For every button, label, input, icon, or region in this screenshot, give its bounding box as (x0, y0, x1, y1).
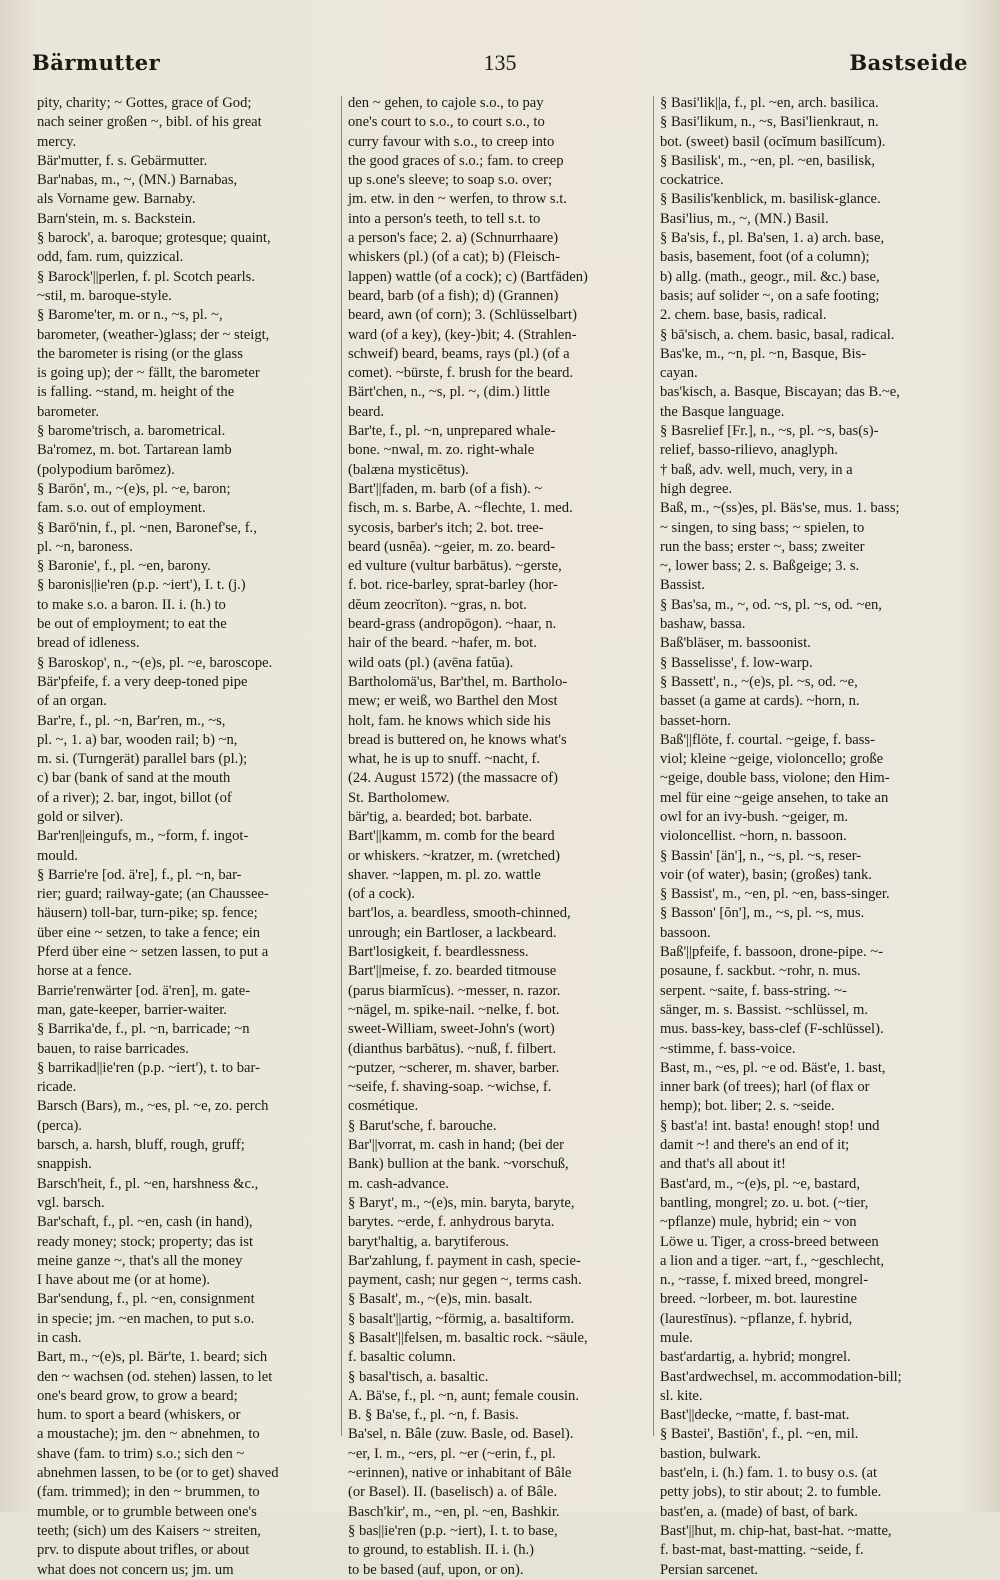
header-left-catchword: Bärmutter (32, 50, 161, 75)
column-text: pity, charity; ~ Gottes, grace of God; nach seiner großen ~, bibl. of his great mercy. Bär'mutter, f. s. Gebärmutter. Bar'nabas, m., ~, (MN.) Barnabas, als Vorname gew. Barnaby. Barn'stein, m. s. Backstein. § barock', a. baroque; grotesque; quaint, odd, fam. rum, quizzical. § Barock'||perlen, f. pl. Scotch pearls. ~stil, m. baroque-style. § Barome'ter, m. or n., ~s, pl. ~, barometer, (weather-)glass; der ~ steigt, the barometer is rising (or the glass is going up); der ~ fällt, the barometer is falling. ~stand, m. height of the barometer. § barome'trisch, a. barometrical. Ba'romez, m. bot. Tartarean lamb (polypodium barŏmez). § Barōn', m., ~(e)s, pl. ~e, baron; fam. s.o. out of employment. § Barō'nin, f., pl. ~nen, Baronef'se, f., pl. ~n, baroness. § Baronie', f., pl. ~en, barony. § baronis||ie'ren (p.p. ~iert'), I. t. (j.) to make s.o. a baron. II. i. (h.) to be out of employment; to eat the bread of idleness. § Baroskop', n., ~(e)s, pl. ~e, baroscope. Bär'pfeife, f. a very deep-toned pipe of an organ. Bar're, f., pl. ~n, Bar'ren, m., ~s, pl. ~, 1. a) bar, wooden rail; b) ~n, m. si. (Turngerät) parallel bars (pl.); c) bar (bank of sand at the mouth of a river); 2. bar, ingot, billot (of gold or silver). Bar'ren||eingufs, m., ~form, f. ingot- mould. § Barrie're [od. ä're], f., pl. ~n, bar- rier; guard; railway-gate; (an Chaussee- häusern) toll-bar, turn-pike; sp. fence; über eine ~ setzen, to take a fence; ein Pferd über eine ~ setzen lassen, to put a horse at a fence. Barrie'renwärter [od. ä'ren], m. gate- man, gate-keeper, barrier-waiter. § Barrika'de, f., pl. ~n, barricade; ~n bauen, to raise barricades. § barrikad||ie'ren (p.p. ~iert'), t. to bar- ricade. Barsch (Bars), m., ~es, pl. ~e, zo. perch (perca). barsch, a. harsh, bluff, rough, gruff; snappish. Barsch'heit, f., pl. ~en, harshness &c., vgl. barsch. Bar'schaft, f., pl. ~en, cash (in hand), ready money; stock; property; das ist meine ganze ~, that's all the money I have about me (or at home). Bar'sendung, f., pl. ~en, consignment in specie; jm. ~en machen, to put s.o. in cash. Bart, m., ~(e)s, pl. Bär'te, 1. beard; sich den ~ wachsen (od. stehen) lassen, to let one's beard grow, to grow a beard; hum. to sport a beard (whiskers, or a moustache); jm. den ~ abnehmen, to shave (fam. to trim) s.o.; sich den ~ abnehmen lassen, to be (or to get) shaved (fam. trimmed); in den ~ brummen, to mumble, or to grumble between one's teeth; (sich) um des Kaisers ~ streiten, prv. to dispute about trifles, or about what does not concern us; jm. um (37, 95, 279, 1578)
header-right-catchword: Bastseide (849, 50, 968, 75)
column-rule (653, 96, 654, 1436)
dictionary-column-left (37, 94, 337, 1578)
dictionary-column-right (660, 94, 964, 1578)
column-text: den ~ gehen, to cajole s.o., to pay one's court to s.o., to court s.o., to curry favour with s.o., to creep into the good graces of s.o.; fam. to creep up s.one's sleeve; to soap s.o. over; jm. etw. in den ~ werfen, to throw s.t. into a person's teeth, to tell s.t. to a person's face; 2. a) (Schnurrhaare) whiskers (pl.) (of a cat); b) (Fleisch- lappen) wattle (of a cock); c) (Bartfäden) beard, barb (of a fish); d) (Grannen) beard, awn (of corn); 3. (Schlüsselbart) ward (of a key), (key-)bit; 4. (Strahlen- schweif) beard, beams, rays (pl.) (of a comet). ~bürste, f. brush for the beard. Bärt'chen, n., ~s, pl. ~, (dim.) little beard. Bar'te, f., pl. ~n, unprepared whale- bone. ~nwal, m. zo. right-whale (balæna mysticētus). Bart'||faden, m. barb (of a fish). ~ fisch, m. s. Barbe, A. ~flechte, 1. med. sycosis, barber's itch; 2. bot. tree- beard (usnĕa). ~geier, m. zo. beard- ed vulture (vultur barbātus). ~gerste, f. bot. rice-barley, sprat-barley (hor- dĕum zeocrĭton). ~gras, n. bot. beard-grass (andropōgon). ~haar, n. hair of the beard. ~hafer, m. bot. wild oats (pl.) (avēna fatŭa). Bartholomä'us, Bar'thel, m. Bartholo- mew; er weiß, wo Barthel den Most holt, fam. he knows which side his bread is buttered on, he knows what's what, he is up to snuff. ~nacht, f. (24. August 1572) (the massacre of) St. Bartholomew. bär'tig, a. bearded; bot. barbate. Bart'||kamm, m. comb for the beard or whiskers. ~kratzer, m. (wretched) shaver. ~lappen, m. pl. zo. wattle (of a cock). bart'los, a. beardless, smooth-chinned, unrough; ein Bartloser, a lackbeard. Bart'losigkeit, f. beardlessness. Bart'||meise, f. zo. bearded titmouse (parus biarmĭcus). ~messer, n. razor. ~nägel, m. spike-nail. ~nelke, f. bot. sweet-William, sweet-John's (wort) (dianthus barbātus). ~nuß, f. filbert. ~putzer, ~scherer, m. shaver, barber. ~seife, f. shaving-soap. ~wichse, f. cosmétique. § Barut'sche, f. barouche. Bar'||vorrat, m. cash in hand; (bei der Bank) bullion at the bank. ~vorschuß, m. cash-advance. § Baryt', m., ~(e)s, min. baryta, baryte, barytes. ~erde, f. anhydrous baryta. baryt'haltig, a. barytiferous. Bar'zahlung, f. payment in cash, specie- payment, cash; nur gegen ~, terms cash. § Basalt', m., ~(e)s, min. basalt. § basalt'||artig, ~förmig, a. basaltiform. § Basalt'||felsen, m. basaltic rock. ~säule, f. basaltic column. § basal'tisch, a. basaltic. A. Bä'se, f., pl. ~n, aunt; female cousin. B. § Ba'se, f., pl. ~n, f. Basis. Ba'sel, n. Bâle (zuw. Basle, od. Basel). ~er, I. m., ~ers, pl. ~er (~erin, f., pl. ~erinnen), native or inhabitant of Bâle (or Basel). II. (baselisch) a. of Bâle. Basch'kir', m., ~en, pl. ~en, Bashkir. § bas||ie'ren (p.p. ~iert), I. t. to base, to ground, to establish. II. i. (h.) to be based (auf, upon, or on). (348, 95, 588, 1578)
column-rule (341, 96, 342, 1436)
page-number: 135 (483, 50, 517, 75)
dictionary-column-middle (348, 94, 648, 1578)
running-head (32, 50, 968, 80)
column-text: § Basi'lik||a, f., pl. ~en, arch. basilica. § Basi'likum, n., ~s, Basi'lienkraut, n. bot. (sweet) basil (ocĭmum basilĭcum). § Basilisk', m., ~en, pl. ~en, basilisk, cockatrice. § Basilis'kenblick, m. basilisk-glance. Basi'lius, m., ~, (MN.) Basil. § Ba'sis, f., pl. Ba'sen, 1. a) arch. base, basis, basement, foot (of a column); b) allg. (math., geogr., mil. &c.) base, basis; auf solider ~, on a safe footing; 2. chem. base, basis, radical. § bā'sisch, a. chem. basic, basal, radical. Bas'ke, m., ~n, pl. ~n, Basque, Bis- cayan. bas'kisch, a. Basque, Biscayan; das B.~e, the Basque language. § Basrelief [Fr.], n., ~s, pl. ~s, bas(s)- relief, basso-rilievo, anaglyph. † baß, adv. well, much, very, in a high degree. Baß, m., ~(ss)es, pl. Bäs'se, mus. 1. bass; ~ singen, to sing bass; ~ spielen, to run the bass; erster ~, bass; zweiter ~, lower bass; 2. s. Baßgeige; 3. s. Bassist. § Bas'sa, m., ~, od. ~s, pl. ~s, od. ~en, bashaw, bassa. Baß'bläser, m. bassoonist. § Basselisse', f. low-warp. § Bassett', n., ~(e)s, pl. ~s, od. ~e, basset (a game at cards). ~horn, n. basset-horn. Baß'||flöte, f. courtal. ~geige, f. bass- viol; kleine ~geige, violoncello; große ~geige, double bass, violone; den Him- mel für eine ~geige ansehen, to take an owl for an ivy-bush. ~geiger, m. violoncellist. ~horn, n. bassoon. § Bassin' [än'], n., ~s, pl. ~s, reser- voir (of water), basin; (großes) tank. § Bassist', m., ~en, pl. ~en, bass-singer. § Basson' [ŏn'], m., ~s, pl. ~s, mus. bassoon. Baß'||pfeife, f. bassoon, drone-pipe. ~- posaune, f. sackbut. ~rohr, n. mus. serpent. ~saite, f. bass-string. ~- sänger, m. s. Bassist. ~schlüssel, m. mus. bass-key, bass-clef (F-schlüssel). ~stimme, f. bass-voice. Bast, m., ~es, pl. ~e od. Bäst'e, 1. bast, inner bark (of trees); harl (of flax or hemp); bot. liber; 2. s. ~seide. § bast'a! int. basta! enough! stop! und damit ~! and there's an end of it; and that's all about it! Bast'ard, m., ~(e)s, pl. ~e, bastard, bantling, mongrel; zo. u. bot. (~tier, ~pflanze) mule, hybrid; ein ~ von Löwe u. Tiger, a cross-breed between a lion and a tiger. ~art, f., ~geschlecht, n., ~rasse, f. mixed breed, mongrel- breed. ~lorbeer, m. bot. laurestine (laurestīnus). ~pflanze, f. hybrid, mule. bast'ardartig, a. hybrid; mongrel. Bast'ardwechsel, m. accommodation-bill; sl. kite. Bast'||decke, ~matte, f. bast-mat. § Bastei', Bastiōn', f., pl. ~en, mil. bastion, bulwark. bast'eln, i. (h.) fam. 1. to busy o.s. (at petty jobs), to stir about; 2. to fumble. bast'en, a. (made) of bast, of bark. Bast'||hut, m. chip-hat, bast-hat. ~matte, f. bast-mat, bast-matting. ~seide, f. Persian sarcenet. (660, 95, 902, 1578)
